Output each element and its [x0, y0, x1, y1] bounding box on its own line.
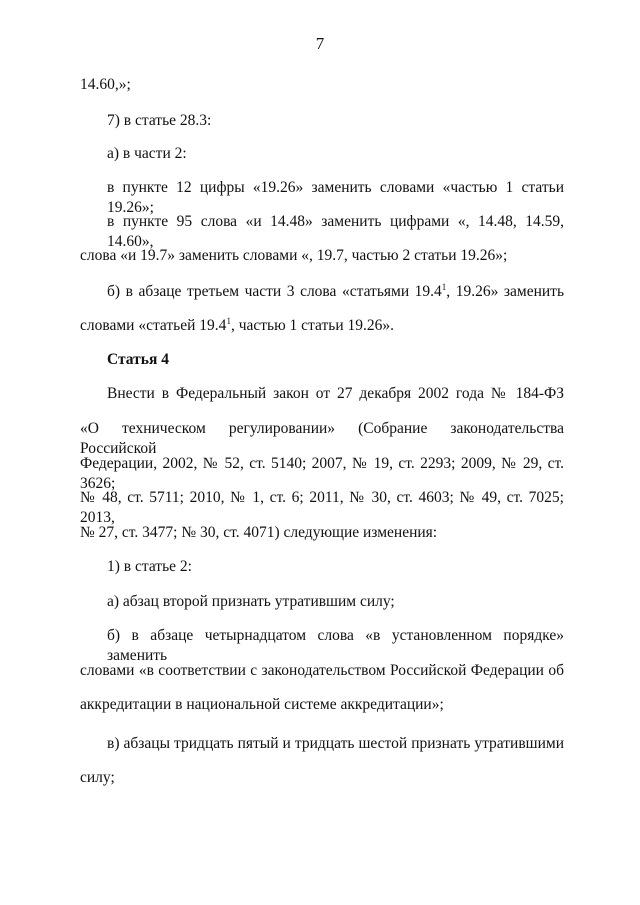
text-fragment: б) в абзаце третьем части 3 слова «статьями 19.4 — [107, 283, 442, 300]
page-number: 7 — [315, 34, 325, 53]
text-line: № 48, ст. 5711; 2010, № 1, ст. 6; 2011, № 30, ст. 4603; № 49, ст. 7025; 2013, — [80, 489, 564, 526]
text-line: слова «и 19.7» заменить словами «, 19.7, частью 2 статьи 19.26»; — [80, 247, 508, 264]
superscript: 1 — [441, 282, 447, 292]
text-line: аккредитации в национальной системе аккредитации»; — [80, 696, 444, 713]
superscript: 1 — [226, 316, 231, 326]
text-line: в пункте 12 цифры «19.26» заменить словами «частью 1 статьи 19.26»; — [107, 179, 564, 216]
text-line: словами «в соответствии с законодательством Российской Федерации об — [80, 662, 564, 679]
text-line: в пункте 95 слова «и 14.48» заменить цифрами «, 14.48, 14.59, 14.60», — [107, 213, 564, 250]
text-line — [80, 316, 564, 336]
text-line: Федерации, 2002, № 52, ст. 5140; 2007, № 19, ст. 2293; 2009, № 29, ст. 3626; — [80, 455, 564, 492]
text-line: а) абзац второй признать утратившим силу; — [107, 593, 395, 610]
text-line: 1) в статье 2: — [107, 558, 192, 575]
text-line: в) абзацы тридцать пятый и тридцать шестой признать утратившими — [107, 735, 564, 752]
text-line: «О техническом регулировании» (Собрание законодательства Российской — [80, 420, 564, 457]
text-line: Внести в Федеральный закон от 27 декабря 2002 года № 184-ФЗ — [107, 385, 564, 402]
text-line: б) в абзаце четырнадцатом слова «в установленном порядке» заменить — [107, 627, 564, 664]
text-line: а) в части 2: — [107, 145, 187, 162]
text-line: 14.60,»; — [80, 76, 131, 93]
text-line: силу; — [80, 769, 115, 786]
article-heading: Статья 4 — [107, 351, 169, 368]
text-line: № 27, ст. 3477; № 30, ст. 4071) следующие изменения: — [80, 524, 438, 541]
text-fragment: словами «статьей 19.4 — [80, 317, 227, 334]
text-line: 7) в статье 28.3: — [107, 112, 212, 129]
text-fragment: , 19.26» заменить — [446, 283, 565, 300]
text-line — [107, 282, 564, 302]
text-fragment: , частью 1 статьи 19.26». — [230, 317, 394, 334]
